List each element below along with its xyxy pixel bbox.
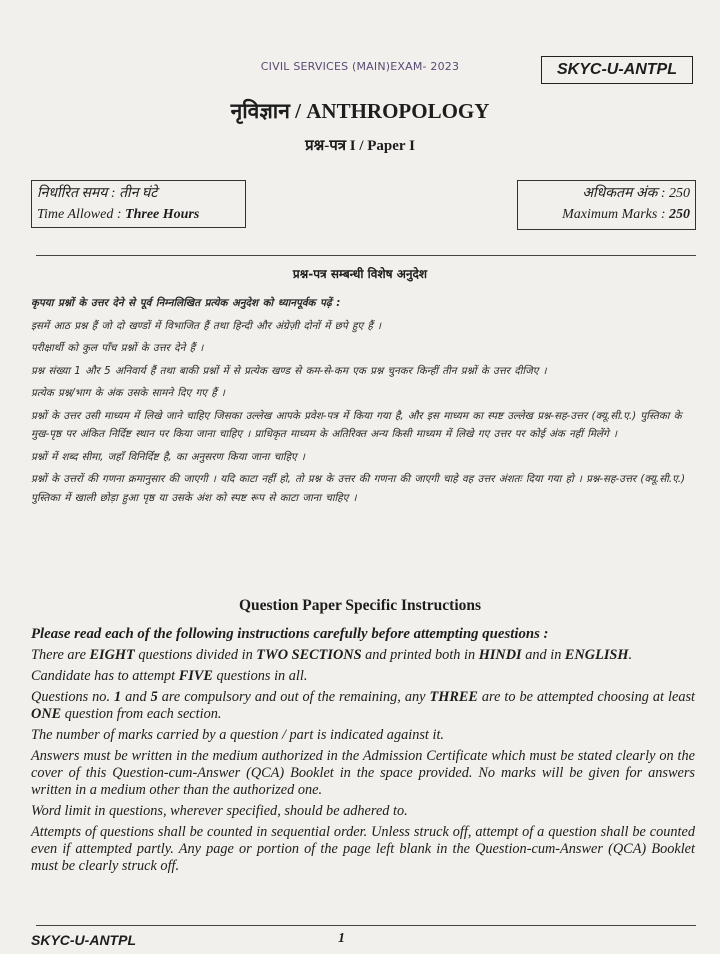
maximum-marks-label: Maximum Marks : [562, 207, 669, 222]
maximum-marks-box [517, 180, 696, 230]
time-allowed-label: Time Allowed : [37, 207, 126, 222]
english-instruction-item-1: There are EIGHT questions divided in TWO SECTIONS and printed both in HINDI and in ENGLISH. [31, 647, 633, 663]
english-instructions-heading: Question Paper Specific Instructions [238, 597, 482, 614]
english-instructions-lead: Please read each of the following instructions carefully before attempting questions : [31, 626, 549, 642]
paper-code-box: SKYC-U-ANTPL [541, 56, 693, 84]
hindi-instruction-item: प्रश्नों के उत्तरों की गणना क्रमानुसार की जाएगी । यदि काटा नहीं हो, तो प्रश्न के उत्तर की गणना की जाएगी चाहे वह उत्तर अंशतः दिया गया हो । प्रश्न-सह-उत्तर (क्यू.सी.ए.) पुस्तिका में खाली छोड़ा हुआ पृष्ठ या उसके अंश को स्पष्ट रूप से काटा जाना चाहिए । [31, 473, 686, 504]
time-allowed-english [37, 204, 240, 225]
hindi-instructions-lead: कृपया प्रश्नों के उत्तर देने से पूर्व निम्नलिखित प्रत्येक अनुदेश को ध्यानपूर्वक पढ़ें : [31, 297, 341, 309]
hindi-instructions [31, 294, 699, 511]
english-instruction-item-3: Questions no. 1 and 5 are compulsory and out of the remaining, any THREE are to be attempted choosing at least ONE question from each section. [31, 689, 696, 722]
time-allowed-value: Three Hours [125, 207, 200, 222]
english-instructions [31, 626, 695, 879]
divider-top [36, 255, 696, 256]
hindi-instruction-item: प्रश्नों में शब्द सीमा, जहाँ विनिर्दिष्ट है, का अनुसरण किया जाना चाहिए । [31, 450, 305, 463]
hindi-instruction-item: इसमें आठ प्रश्न हैं जो दो खण्डों में विभाजित हैं तथा हिन्दी और अंग्रेज़ी दोनों में छपे हुए हैं । [31, 319, 382, 332]
footer-paper-code: SKYC-U-ANTPL [31, 932, 136, 948]
paper-number: प्रश्न-पत्र I / Paper I [305, 138, 415, 154]
page-number: 1 [338, 931, 345, 946]
english-instruction-item-2: Candidate has to attempt FIVE questions in all. [31, 668, 308, 684]
exam-name: CIVIL SERVICES (MAIN)EXAM- 2023 [260, 60, 460, 73]
maximum-marks-value: 250 [669, 207, 690, 222]
divider-bottom [36, 925, 696, 926]
english-instruction-item-4: The number of marks carried by a question / part is indicated against it. [31, 727, 444, 743]
hindi-instruction-item: प्रत्येक प्रश्न/भाग के अंक उसके सामने दिए गए हैं । [31, 387, 225, 399]
english-instruction-item-6: Word limit in questions, wherever specified, should be adhered to. [31, 803, 408, 819]
hindi-instruction-item: प्रश्न संख्या 1 और 5 अनिवार्य हैं तथा बाकी प्रश्नों में से प्रत्येक खण्ड से कम-से-कम एक प्रश्न चुनकर किन्हीं तीन प्रश्नों के उत्तर दीजिए । [31, 364, 547, 377]
subject-title: नृविज्ञान / ANTHROPOLOGY [230, 99, 490, 123]
hindi-instruction-item: परीक्षार्थी को कुल पाँच प्रश्नों के उत्तर देने हैं । [31, 342, 204, 354]
time-allowed-box [31, 180, 246, 228]
english-instruction-item-7: Attempts of questions shall be counted in sequential order. Unless struck off, attempt of a question shall be counted even if attempted partly. Any page or portion of the page left blank in the Question-cum-Answer (QCA) Booklet must be clearly struck off. [31, 824, 695, 874]
maximum-marks-english [523, 204, 690, 225]
time-allowed-hindi: निर्धारित समय : तीन घंटे [37, 186, 158, 201]
maximum-marks-hindi: अधिकतम अंक : 250 [582, 186, 690, 201]
hindi-instruction-item: प्रश्नों के उत्तर उसी माध्यम में लिखे जाने चाहिए जिसका उल्लेख आपके प्रवेश-पत्र में किया गया है, और इस माध्यम का स्पष्ट उल्लेख प्रश्न-सह-उत्तर (क्यू.सी.ए.) पुस्तिका के मुख-पृष्ठ पर अंकित निर्दिष्ट स्थान पर किया जाना चाहिए । प्राधिकृत माध्यम के अतिरिक्त अन्य किसी माध्यम में लिखे गए उत्तर पर कोई अंक नहीं मिलेंगे । [31, 409, 682, 440]
hindi-instructions-heading: प्रश्न-पत्र सम्बन्धी विशेष अनुदेश [292, 267, 428, 281]
english-instruction-item-5: Answers must be written in the medium authorized in the Admission Certificate which must be stated clearly on the cover of this Question-cum-Answer (QCA) Booklet in the space provided. No marks will be given for answers written in a medium other than the authorized one. [31, 748, 695, 798]
